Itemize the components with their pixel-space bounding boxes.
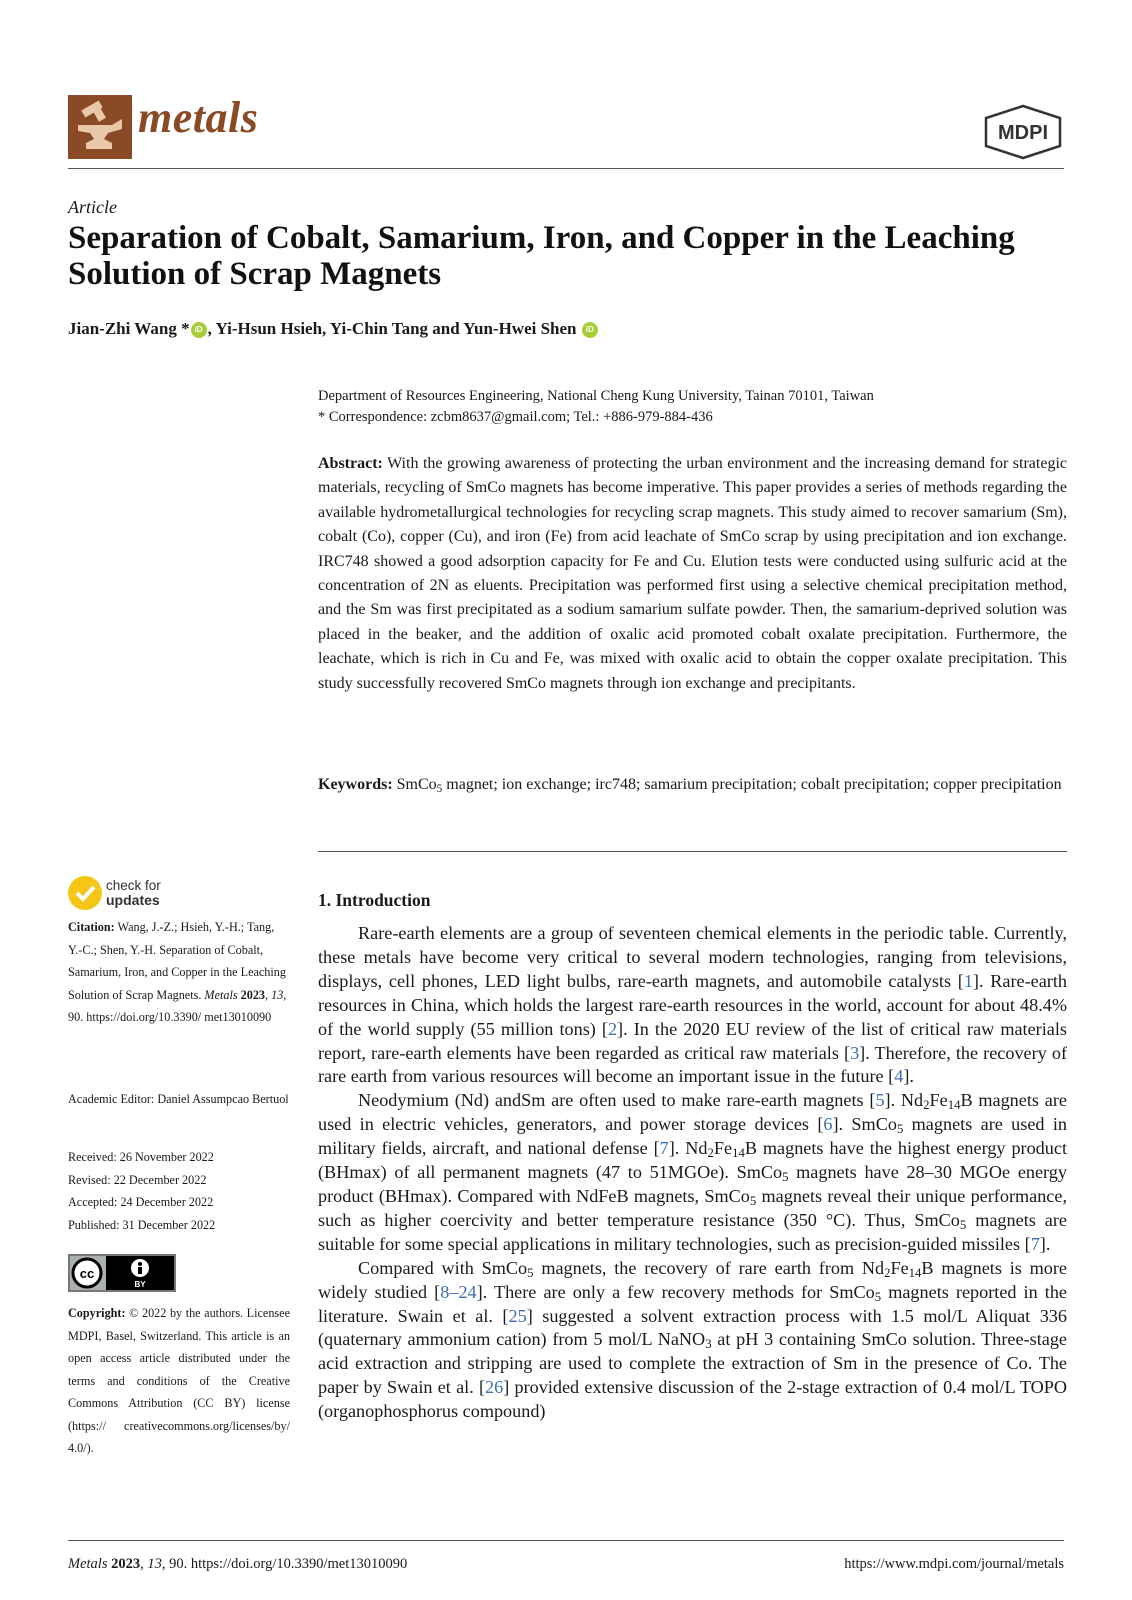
- keyword-text: magnet; ion exchange; irc748; samarium precipitation; cobalt precipitation; copper precipitation: [442, 776, 1062, 793]
- updates-label: [106, 878, 161, 908]
- publisher-name: MDPI: [998, 122, 1048, 144]
- dates-block: [68, 1146, 290, 1236]
- author-1[interactable]: Jian-Zhi Wang *: [68, 319, 190, 338]
- check-icon: [68, 876, 102, 910]
- reference-link[interactable]: 7: [1030, 1233, 1040, 1254]
- received-date: Received: 26 November 2022: [68, 1150, 214, 1164]
- section-heading: 1. Introduction: [318, 890, 431, 910]
- citation-block: Citation: Wang, J.-Z.; Hsieh, Y.-H.; Tang, Y.-C.; Shen, Y.-H. Separation of Cobalt, Samarium, Iron, and Copper in the Leaching Solution of Scrap Magnets. Metals 2023, 13, 90. https://doi.org/10.3390/ met13010090: [68, 920, 287, 1024]
- footer-divider: [68, 1540, 1064, 1541]
- header-divider: [68, 168, 1064, 169]
- copyright-text: © 2022 by the authors. Licensee MDPI, Basel, Switzerland. This article is an open access article distributed under the terms and conditions of the Creative Commons Attribution (CC BY) license (https:// creativecommons.org/licenses/by/ 4.0/).: [68, 1306, 290, 1455]
- affiliation: Department of Resources Engineering, National Cheng Kung University, Tainan 70101, Taiwan: [318, 388, 874, 404]
- keyword-subscript: 5: [436, 782, 443, 795]
- academic-editor: Academic Editor: Daniel Assumpcao Bertuol: [68, 1092, 289, 1106]
- orcid-icon[interactable]: iD: [191, 322, 207, 338]
- abstract-label: Abstract:: [318, 455, 383, 472]
- citation-volume: 13: [271, 987, 284, 1002]
- reference-link[interactable]: 5: [875, 1090, 885, 1111]
- mdpi-logo: [982, 104, 1064, 160]
- reference-link[interactable]: 4: [894, 1066, 904, 1087]
- anvil-icon: [68, 95, 132, 159]
- keyword-text: SmCo: [396, 776, 437, 793]
- paragraph: Compared with SmCo$_5$ magnets, the recovery of rare earth from $Nd_2Fe_{14}B$ magnets is more widely studied [8–24]. There are only a few recovery methods for SmCo$_5$ magnets reported in the literature. Swain et al. [25] suggested a solvent extraction process with 1.5 mol/L Aliquat 336 (quaternary ammonium cation) from 5 mol/L NaNO$_3$ at pH 3 containing SmCo solution. Three-stage acid extraction and stripping are used to complete the extraction of Sm in the presence of Co. The paper by Swain et al. [26] provided extensive discussion of the 2-stage extraction of 0.4 mol/L TOPO (organophosphorus compound): [318, 1257, 1067, 1422]
- affiliations: [318, 386, 874, 428]
- reference-link[interactable]: 7: [659, 1138, 669, 1159]
- footer-journal-url[interactable]: https://www.mdpi.com/journal/metals: [844, 1556, 1064, 1572]
- citation-doi[interactable]: , 90. https://doi.org/10.3390/ met13010090: [68, 987, 287, 1024]
- reference-link[interactable]: 1: [963, 970, 973, 991]
- orcid-icon[interactable]: iD: [582, 322, 598, 338]
- reference-link[interactable]: 26: [485, 1377, 504, 1398]
- article-title: Separation of Cobalt, Samarium, Iron, and Copper in the Leaching Solution of Scrap Magnets: [68, 220, 1015, 292]
- published-date: Published: 31 December 2022: [68, 1217, 216, 1232]
- keywords-label: Keywords:: [318, 776, 393, 793]
- accepted-date: Accepted: 24 December 2022: [68, 1195, 214, 1209]
- footer-volume: 13: [147, 1556, 162, 1572]
- abstract-divider: [318, 851, 1067, 852]
- footer-year: 2023: [111, 1556, 141, 1572]
- by-icon: BY: [134, 1280, 146, 1289]
- footer-doi[interactable]: , 90. https://doi.org/10.3390/met13010090: [161, 1556, 408, 1572]
- copyright-notice: [68, 1302, 290, 1460]
- updates-line1: check for: [106, 878, 161, 893]
- cc-icon: cc: [79, 1266, 95, 1281]
- copyright-label: Copyright:: [68, 1306, 126, 1320]
- citation-journal: Metals: [204, 987, 238, 1002]
- cc-by-license-badge[interactable]: [68, 1254, 176, 1292]
- reference-link[interactable]: 3: [850, 1042, 860, 1063]
- author-list: [68, 319, 599, 339]
- introduction-body: [318, 922, 1067, 1424]
- paragraph: Rare-earth elements are a group of seventeen chemical elements in the periodic table. Currently, these metals have become very critical to several modern technologies, ranging from televisions, displays, cell phones, LED light bulbs, rare-earth magnets, and automobile catalysts [1]. Rare-earth resources in China, which holds the largest rare-earth resources in the world, account for about 48.4% of the world supply (55 million tons) [2]. In the 2020 EU review of the list of critical raw materials report, rare-earth elements have been regarded as critical raw materials [3]. Therefore, the recovery of rare earth from various resources will become an important issue in the future [4].: [318, 923, 1067, 1087]
- citation-year: 2023: [240, 987, 266, 1002]
- check-for-updates-badge[interactable]: [68, 876, 218, 916]
- citation-text: Wang, J.-Z.; Hsieh, Y.-H.; Tang, Y.-C.; Shen, Y.-H. Separation of Cobalt, Samarium, Iron, and Copper in the Leaching Solution of Scrap Magnets.: [68, 920, 286, 1002]
- article-type: Article: [68, 197, 117, 217]
- updates-line2: updates: [106, 892, 160, 908]
- keywords: [318, 773, 1067, 797]
- reference-link[interactable]: 25: [508, 1305, 527, 1326]
- revised-date: Revised: 22 December 2022: [68, 1172, 207, 1187]
- abstract: [318, 452, 1067, 696]
- correspondence: * Correspondence: zcbm8637@gmail.com; Tel.: +886-979-884-436: [318, 409, 713, 425]
- paragraph: Neodymium (Nd) andSm are often used to make rare-earth magnets [5]. $Nd_2Fe_{14}B$ magnets are used in electric vehicles, generators, and power storage devices [6]. SmCo$_5$ magnets are used in military fields, aircraft, and national defense [7]. $Nd_2Fe_{14}B$ magnets have the highest energy product (BHmax) of all permanent magnets (47 to 51MGOe). SmCo$_5$ magnets have 28–30 MGOe energy product (BHmax). Compared with NdFeB magnets, SmCo$_5$ magnets reveal their unique performance, such as higher coercivity and better temperature resistance (350 °C). Thus, SmCo$_5$ magnets are suitable for some special applications in military technologies, such as precision-guided missiles [7].: [318, 1090, 1068, 1254]
- reference-link[interactable]: 2: [607, 1018, 618, 1039]
- author-others[interactable]: , Yi-Hsun Hsieh, Yi-Chin Tang and Yun-Hwei Shen: [207, 319, 577, 338]
- footer-journal: Metals: [68, 1556, 108, 1572]
- abstract-text: With the growing awareness of protecting the urban environment and the increasing demand for strategic materials, recycling of SmCo magnets has become imperative. This paper provides a series of methods regarding the available hydrometallurgical technologies for recycling scrap magnets. This study aimed to recover samarium (Sm), cobalt (Co), copper (Cu), and iron (Fe) from acid leachate of SmCo scrap by using precipitation and ion exchange. IRC748 showed a good adsorption capacity for Fe and Cu. Elution tests were conducted using sulfuric acid at the concentration of 2N as eluents. Precipitation was performed first using a selective chemical precipitation method, and the Sm was first precipitated as a sodium samarium sulfate powder. Then, the samarium-deprived solution was placed in the beaker, and the addition of oxalic acid promoted cobalt oxalate precipitation. Furthermore, the leachate, which is rich in Cu and Fe, was mixed with oxalic acid to obtain the copper oxalate precipitation. This study successfully recovered SmCo magnets through ion exchange and precipitants.: [318, 455, 1067, 692]
- reference-link[interactable]: 6: [823, 1114, 833, 1135]
- journal-name: metals: [138, 93, 259, 142]
- citation-label: Citation:: [68, 920, 115, 934]
- footer-citation: Metals 2023, 13, 90. https://doi.org/10.3390/met13010090: [68, 1556, 408, 1572]
- journal-logo: [68, 95, 132, 159]
- reference-link[interactable]: 8–24: [440, 1281, 477, 1302]
